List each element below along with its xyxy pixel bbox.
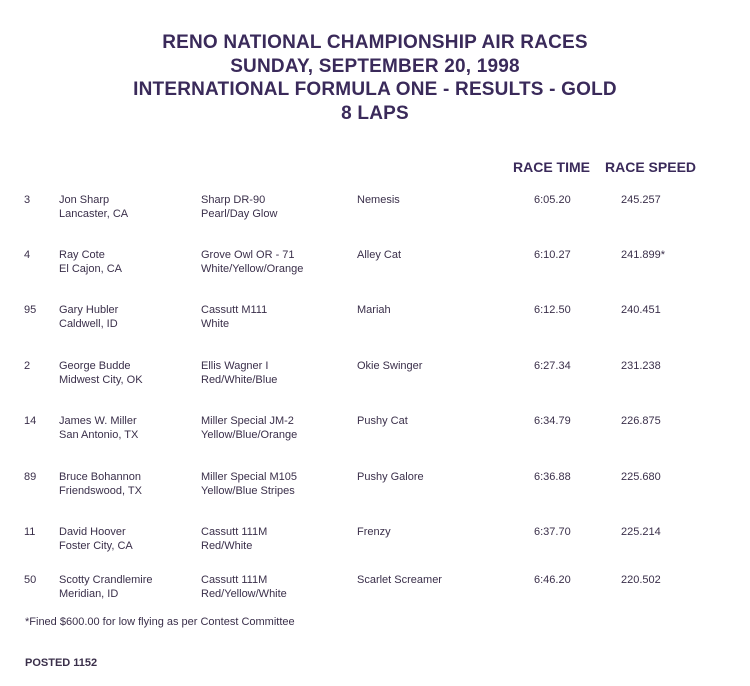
race-number: 89 bbox=[24, 471, 37, 483]
aircraft-colors: Yellow/Blue Stripes bbox=[201, 485, 295, 497]
race-time: 6:46.20 bbox=[534, 574, 571, 586]
aircraft-name: Alley Cat bbox=[357, 249, 402, 261]
race-time: 6:27.34 bbox=[534, 360, 571, 372]
result-row bbox=[0, 470, 750, 510]
race-speed: 245.257 bbox=[621, 194, 661, 206]
posted-time: POSTED 1152 bbox=[25, 657, 98, 669]
aircraft-name: Scarlet Screamer bbox=[357, 574, 442, 586]
pilot-info bbox=[59, 573, 153, 601]
pilot-name: Ray Cote bbox=[59, 249, 105, 261]
aircraft-info bbox=[201, 193, 277, 221]
race-number: 95 bbox=[24, 304, 37, 316]
aircraft-info bbox=[201, 303, 267, 331]
race-number: 2 bbox=[24, 360, 31, 372]
aircraft-name: Okie Swinger bbox=[357, 360, 423, 372]
result-row bbox=[0, 303, 750, 343]
race-time-column-header: RACE TIME bbox=[513, 159, 590, 175]
result-row bbox=[0, 359, 750, 399]
aircraft-info bbox=[201, 414, 297, 442]
pilot-name: Jon Sharp bbox=[59, 194, 110, 206]
aircraft-colors: Red/White bbox=[201, 540, 253, 552]
aircraft-colors: Red/White/Blue bbox=[201, 374, 278, 386]
pilot-info bbox=[59, 193, 128, 221]
race-time: 6:10.27 bbox=[534, 249, 571, 261]
aircraft-info bbox=[201, 248, 303, 276]
pilot-hometown: Friendswood, TX bbox=[59, 485, 142, 497]
document-header bbox=[0, 31, 750, 125]
event-date: SUNDAY, SEPTEMBER 20, 1998 bbox=[230, 55, 520, 77]
result-row bbox=[0, 414, 750, 454]
penalty-footnote: *Fined $600.00 for low flying as per Contest Committee bbox=[25, 616, 295, 628]
race-class-title: INTERNATIONAL FORMULA ONE - RESULTS - GOLD bbox=[133, 79, 617, 100]
aircraft-model: Ellis Wagner I bbox=[201, 360, 269, 372]
aircraft-model: Miller Special M105 bbox=[201, 471, 297, 483]
aircraft-name: Mariah bbox=[357, 304, 391, 316]
race-speed: 240.451 bbox=[621, 304, 661, 316]
aircraft-model: Sharp DR-90 bbox=[201, 194, 266, 206]
race-number: 11 bbox=[24, 526, 36, 538]
race-number: 14 bbox=[24, 415, 37, 427]
pilot-hometown: Caldwell, ID bbox=[59, 318, 118, 330]
pilot-hometown: Midwest City, OK bbox=[59, 374, 143, 386]
race-speed: 225.680 bbox=[621, 471, 661, 483]
race-speed: 220.502 bbox=[621, 574, 661, 586]
pilot-hometown: El Cajon, CA bbox=[59, 263, 122, 275]
result-row bbox=[0, 573, 750, 613]
pilot-hometown: San Antonio, TX bbox=[59, 429, 139, 441]
aircraft-name: Nemesis bbox=[357, 194, 400, 206]
race-time: 6:05.20 bbox=[534, 194, 571, 206]
race-number: 50 bbox=[24, 574, 37, 586]
lap-count: 8 LAPS bbox=[341, 102, 409, 124]
aircraft-colors: White bbox=[201, 318, 230, 330]
pilot-name: Scotty Crandlemire bbox=[59, 574, 153, 586]
aircraft-info bbox=[201, 573, 287, 601]
aircraft-info bbox=[201, 525, 267, 553]
aircraft-model: Miller Special JM-2 bbox=[201, 415, 294, 427]
aircraft-name: Frenzy bbox=[357, 526, 391, 538]
pilot-hometown: Lancaster, CA bbox=[59, 208, 129, 220]
pilot-hometown: Meridian, ID bbox=[59, 588, 119, 600]
race-speed: 231.238 bbox=[621, 360, 661, 372]
aircraft-colors: White/Yellow/Orange bbox=[201, 263, 304, 275]
race-time: 6:34.79 bbox=[534, 415, 571, 427]
pilot-info bbox=[59, 470, 142, 498]
aircraft-model: Cassutt 111M bbox=[201, 574, 268, 586]
aircraft-info bbox=[201, 359, 277, 387]
event-title: RENO NATIONAL CHAMPIONSHIP AIR RACES bbox=[162, 32, 588, 53]
aircraft-colors: Pearl/Day Glow bbox=[201, 208, 278, 220]
pilot-info bbox=[59, 359, 143, 387]
aircraft-model: Cassutt M111 bbox=[201, 304, 268, 316]
race-time: 6:37.70 bbox=[534, 526, 571, 538]
pilot-name: Gary Hubler bbox=[59, 304, 119, 316]
race-speed: 226.875 bbox=[621, 415, 661, 427]
aircraft-colors: Red/Yellow/White bbox=[201, 588, 287, 600]
result-row bbox=[0, 248, 750, 288]
pilot-name: George Budde bbox=[59, 360, 131, 372]
pilot-hometown: Foster City, CA bbox=[59, 540, 133, 552]
pilot-info bbox=[59, 414, 138, 442]
aircraft-model: Cassutt 111M bbox=[201, 526, 268, 538]
race-speed-column-header: RACE SPEED bbox=[605, 159, 697, 175]
pilot-info bbox=[59, 248, 122, 276]
race-time: 6:12.50 bbox=[534, 304, 571, 316]
aircraft-info bbox=[201, 470, 297, 498]
result-row bbox=[0, 193, 750, 233]
pilot-name: James W. Miller bbox=[59, 415, 137, 427]
aircraft-model: Grove Owl OR - 71 bbox=[201, 249, 295, 261]
race-number: 4 bbox=[24, 249, 31, 261]
pilot-name: David Hoover bbox=[59, 526, 126, 538]
result-row bbox=[0, 525, 750, 565]
race-speed: 225.214 bbox=[621, 526, 661, 538]
race-speed: 241.899* bbox=[621, 249, 666, 261]
race-number: 3 bbox=[24, 194, 31, 206]
pilot-info bbox=[59, 303, 118, 331]
race-time: 6:36.88 bbox=[534, 471, 571, 483]
aircraft-name: Pushy Galore bbox=[357, 471, 424, 483]
aircraft-name: Pushy Cat bbox=[357, 415, 408, 427]
pilot-info bbox=[59, 525, 133, 553]
pilot-name: Bruce Bohannon bbox=[59, 471, 141, 483]
aircraft-colors: Yellow/Blue/Orange bbox=[201, 429, 298, 441]
